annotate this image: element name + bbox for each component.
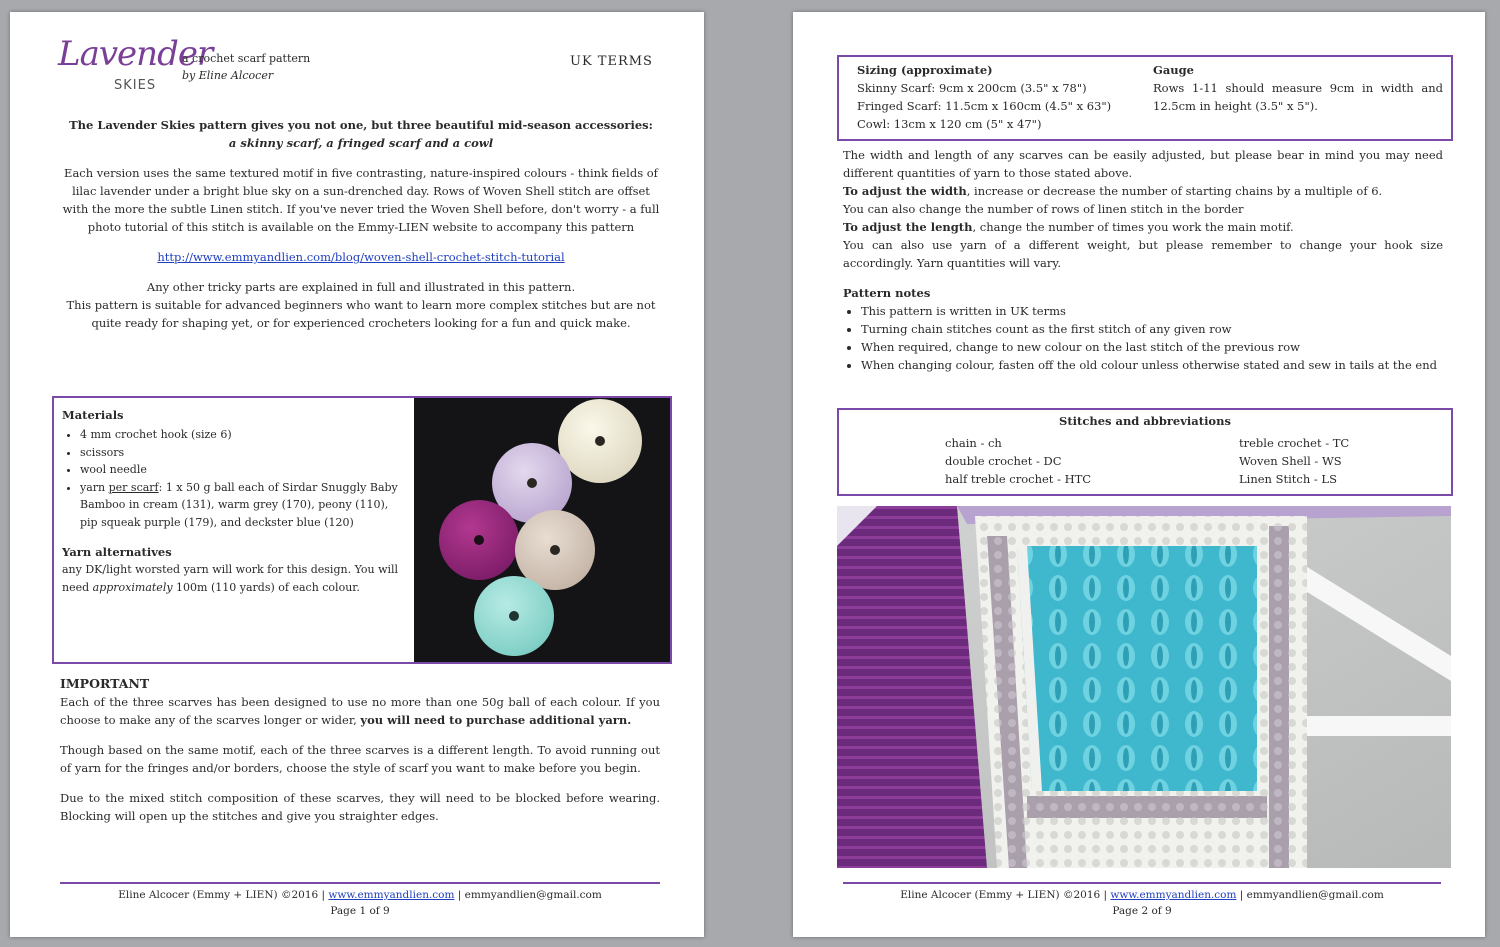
stitch-abbreviation: Woven Shell - WS <box>1239 454 1342 468</box>
sizing-heading: Sizing (approximate) <box>857 63 993 77</box>
yarn-prefix: yarn <box>80 480 109 494</box>
footer-line <box>60 887 660 903</box>
tricky-paragraph: Any other tricky parts are explained in full and illustrated in this pattern. <box>146 280 576 294</box>
yarn-emphasis: per scarf <box>108 480 159 494</box>
lavender-skies-logo <box>58 34 213 106</box>
materials-item: • wool needle <box>80 461 400 479</box>
adjust-length-text: , change the number of times you work the main motif. <box>972 220 1294 234</box>
stitch-abbreviation: Linen Stitch - LS <box>1239 472 1337 486</box>
materials-heading: Materials <box>62 408 124 422</box>
pattern-note: • This pattern is written in UK terms <box>861 302 1443 320</box>
stitches-box <box>837 408 1453 496</box>
page-footer <box>60 882 660 919</box>
materials-item-yarn <box>80 479 400 532</box>
materials-item: • scissors <box>80 444 400 462</box>
important-paragraph-2: Though based on the same motif, each of the three scarves is a different length. To avoid running out of yarn for the fringes and/or borders, choose the style of scarf you want to make before you begin. <box>60 743 660 775</box>
important-heading: IMPORTANT <box>60 676 150 691</box>
gauge-column <box>1153 61 1443 115</box>
stitches-heading: Stitches and abbreviations <box>1059 414 1231 428</box>
logo-script-text: Lavender <box>58 34 213 74</box>
materials-text <box>62 406 400 596</box>
stitches-left-column <box>945 434 1091 488</box>
sizing-gauge-box <box>837 55 1453 141</box>
pattern-subtitle <box>182 50 310 84</box>
materials-list <box>62 426 400 531</box>
yarn-balls-illustration <box>414 398 670 662</box>
important-p1-text: Each of the three scarves has been designed to use no more than one 50g ball of each colour. If you choose to make any of the scarves longer or wider, <box>60 695 660 727</box>
yarn-alternatives-text <box>62 561 400 596</box>
adjust-width-2: You can also change the number of rows of linen stitch in the border <box>843 202 1244 216</box>
pattern-notes-list <box>843 302 1443 374</box>
headline: The Lavender Skies pattern gives you not one, but three beautiful mid-season accessories: <box>69 118 653 132</box>
terms-label: UK TERMS <box>570 54 653 69</box>
sizing-row: Cowl: 13cm x 120 cm (5" x 47") <box>857 117 1042 131</box>
sizing-row: Skinny Scarf: 9cm x 200cm (3.5" x 78") <box>857 81 1087 95</box>
logo-sub-text: SKIES <box>114 78 157 93</box>
pattern-note: • When changing colour, fasten off the old colour unless otherwise stated and sew in tails at the end <box>861 356 1443 374</box>
suitable-paragraph: This pattern is suitable for advanced beginners who want to learn more complex stitches but are not quite ready for shaping yet, or for experienced crocheters looking for a fun and quick make. <box>66 298 656 330</box>
adjust-width <box>843 182 1443 200</box>
scarf-illustration <box>837 506 1451 868</box>
stitches-right-column <box>1239 434 1349 488</box>
adjust-width-label: To adjust the width <box>843 184 967 198</box>
headline-items: a skinny scarf, a fringed scarf and a cowl <box>228 136 494 150</box>
page-number: Page 2 of 9 <box>1112 905 1172 917</box>
scarf-closeup-photo <box>837 506 1451 868</box>
intro-section <box>62 116 660 332</box>
footer-copyright: Eline Alcocer (Emmy + LIEN) ©2016 | <box>118 889 329 901</box>
yarn-balls-photo <box>414 398 670 662</box>
footer-website-link[interactable]: www.emmyandlien.com <box>328 889 455 901</box>
adjust-intro: The width and length of any scarves can be easily adjusted, but please bear in mind you may need different quantities of yarn to those stated above. <box>843 148 1443 180</box>
materials-box <box>52 396 672 664</box>
adjust-length <box>843 218 1443 236</box>
yarn-details: : 1 x 50 g ball each of Sirdar Snuggly Baby Bamboo in cream (131), warm grey (170), peony (110), pip squeak purple (179), and deckster blue (120) <box>80 480 398 529</box>
intro-paragraph: Each version uses the same textured motif in five contrasting, nature-inspired colours - think fields of lilac lavender under a bright blue sky on a sun-drenched day. Rows of Woven Shell stitch are offset with the more the subtle Linen stitch. If you've never tried the Woven Shell before, don't worry - a full photo tutorial of this stitch is available on the Emmy-LIEN website to accompany this pattern <box>62 166 660 234</box>
tutorial-link-line <box>62 248 660 266</box>
important-p1-bold: you will need to purchase additional yarn. <box>360 713 632 727</box>
subtitle-author: by Eline Alcocer <box>182 69 274 82</box>
adjust-length-label: To adjust the length <box>843 220 973 234</box>
tutorial-link[interactable]: http://www.emmyandlien.com/blog/woven-shell-crochet-stitch-tutorial <box>157 250 565 264</box>
page-2 <box>793 12 1485 937</box>
footer-website-link[interactable]: www.emmyandlien.com <box>1110 889 1237 901</box>
stitch-abbreviation: half treble crochet - HTC <box>945 472 1092 486</box>
footer-copyright: Eline Alcocer (Emmy + LIEN) ©2016 | <box>900 889 1111 901</box>
adjustments-section <box>843 146 1443 374</box>
stitch-abbreviation: treble crochet - TC <box>1239 436 1350 450</box>
page-footer <box>843 882 1441 919</box>
adjust-weight: You can also use yarn of a different weight, but please remember to change your hook size accordingly. Yarn quantities will vary. <box>843 238 1443 270</box>
materials-item: • 4 mm crochet hook (size 6) <box>80 426 400 444</box>
sizing-column <box>857 61 1157 133</box>
page-1 <box>10 12 704 937</box>
sizing-row: Fringed Scarf: 11.5cm x 160cm (4.5" x 63") <box>857 99 1112 113</box>
gauge-heading: Gauge <box>1153 63 1194 77</box>
pattern-notes-heading: Pattern notes <box>843 286 931 300</box>
gauge-text: Rows 1-11 should measure 9cm in width and 12.5cm in height (3.5" x 5"). <box>1153 81 1443 113</box>
footer-line <box>843 887 1441 903</box>
page-number: Page 1 of 9 <box>330 905 390 917</box>
important-paragraph-3: Due to the mixed stitch composition of these scarves, they will need to be blocked before wearing. Blocking will open up the stitches and give you straighter edges. <box>60 791 660 823</box>
stitch-abbreviation: chain - ch <box>945 436 1002 450</box>
footer-email: | emmyandlien@gmail.com <box>454 889 602 901</box>
yarn-alternatives-heading: Yarn alternatives <box>62 545 172 559</box>
adjust-width-text: , increase or decrease the number of starting chains by a multiple of 6. <box>966 184 1383 198</box>
alt-emphasis: approximately <box>92 580 173 594</box>
stitch-abbreviation: double crochet - DC <box>945 454 1062 468</box>
important-section <box>60 675 660 825</box>
subtitle-line-1: a crochet scarf pattern <box>182 52 311 65</box>
pattern-note: • Turning chain stitches count as the first stitch of any given row <box>861 320 1443 338</box>
alt-text-1: any DK/light worsted yarn will work for this design. You will need <box>62 563 399 594</box>
pattern-note: • When required, change to new colour on the last stitch of the previous row <box>861 338 1443 356</box>
footer-email: | emmyandlien@gmail.com <box>1236 889 1384 901</box>
important-paragraph-1 <box>60 693 660 729</box>
alt-text-2: 100m (110 yards) of each colour. <box>172 580 360 594</box>
